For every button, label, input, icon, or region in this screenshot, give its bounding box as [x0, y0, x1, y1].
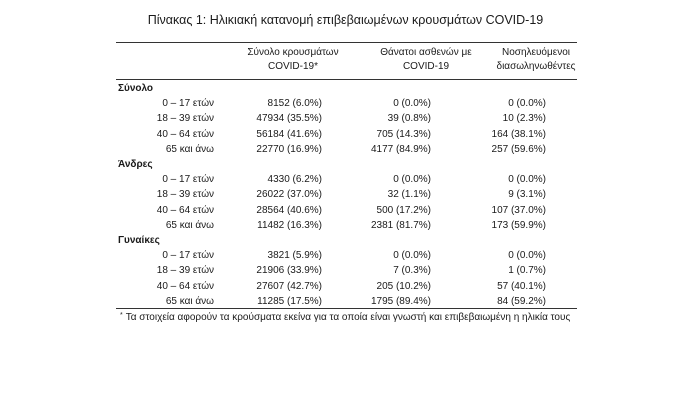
deaths-cell: 7 (0.3%)	[393, 265, 431, 277]
age-cell: 18 – 39 ετών	[156, 265, 214, 277]
age-cell: 40 – 64 ετών	[156, 280, 214, 292]
column-header-intubated	[466, 46, 606, 74]
table-row	[0, 218, 691, 234]
cases-cell: 4330 (6.2%)	[267, 174, 322, 186]
cases-cell: 56184 (41.6%)	[256, 128, 322, 140]
deaths-cell: 2381 (81.7%)	[370, 219, 431, 231]
deaths-cell: 205 (10.2%)	[376, 280, 431, 292]
deaths-cell: 4177 (84.9%)	[370, 143, 431, 155]
intubated-cell: 257 (59.6%)	[491, 143, 546, 155]
age-cell: 65 και άνω	[165, 143, 214, 155]
footnote	[120, 311, 570, 325]
cases-cell: 47934 (35.5%)	[256, 113, 322, 125]
cases-cell: 28564 (40.6%)	[256, 204, 322, 216]
age-cell: 0 – 17 ετών	[162, 250, 214, 262]
column-header-deaths-line1: Θάνατοι ασθενών με	[380, 47, 472, 58]
header-rule	[116, 79, 577, 80]
intubated-cell: 164 (38.1%)	[491, 128, 546, 140]
group-label: Σύνολο	[118, 83, 154, 94]
intubated-cell: 10 (2.3%)	[502, 113, 546, 125]
age-cell: 0 – 17 ετών	[162, 174, 214, 186]
group-row	[0, 81, 691, 97]
group-row	[0, 233, 691, 249]
footnote-text: Τα στοιχεία αφορούν τα κρούσματα εκείνα για τα οποία είναι γνωστή και επιβεβαιωμένη η ηλικία τους	[125, 312, 571, 323]
deaths-cell: 32 (1.1%)	[387, 189, 431, 201]
cases-cell: 11285 (17.5%)	[257, 295, 322, 307]
group-label: Γυναίκες	[118, 235, 160, 246]
cases-cell: 27607 (42.7%)	[256, 280, 322, 292]
cases-cell: 21906 (33.9%)	[256, 265, 322, 277]
intubated-cell: 84 (59.2%)	[497, 295, 546, 307]
age-cell: 65 και άνω	[165, 295, 214, 307]
column-header-deaths-line2: COVID-19	[402, 61, 450, 72]
column-header-intubated-line1: Νοσηλευόμενοι	[501, 47, 570, 58]
age-cell: 40 – 64 ετών	[156, 128, 214, 140]
column-header-cases	[218, 46, 368, 74]
intubated-cell: 0 (0.0%)	[508, 250, 546, 262]
intubated-cell: 107 (37.0%)	[491, 204, 546, 216]
group-row	[0, 157, 691, 173]
age-cell: 65 και άνω	[165, 219, 214, 231]
table-row	[0, 142, 691, 158]
table-row	[0, 111, 691, 127]
group-label: Άνδρες	[118, 159, 153, 170]
table-row	[0, 248, 691, 264]
intubated-cell: 9 (3.1%)	[508, 189, 546, 201]
table-row	[0, 127, 691, 143]
cases-cell: 3821 (5.9%)	[267, 250, 322, 262]
age-cell: 18 – 39 ετών	[156, 189, 214, 201]
table-row	[0, 279, 691, 295]
deaths-cell: 0 (0.0%)	[393, 98, 431, 110]
intubated-cell: 57 (40.1%)	[497, 280, 546, 292]
column-header-cases-line1: Σύνολο κρουσμάτων	[247, 47, 339, 58]
cases-cell: 22770 (16.9%)	[256, 143, 322, 155]
deaths-cell: 705 (14.3%)	[376, 128, 431, 140]
cases-cell: 11482 (16.3%)	[257, 219, 322, 231]
age-cell: 18 – 39 ετών	[156, 113, 214, 125]
deaths-cell: 0 (0.0%)	[393, 174, 431, 186]
table-row	[0, 172, 691, 188]
table-row	[0, 187, 691, 203]
intubated-cell: 0 (0.0%)	[508, 174, 546, 186]
intubated-cell: 0 (0.0%)	[508, 98, 546, 110]
column-header-cases-line2: COVID-19*	[267, 61, 318, 72]
cases-cell: 26022 (37.0%)	[256, 189, 322, 201]
intubated-cell: 173 (59.9%)	[491, 219, 546, 231]
deaths-cell: 1795 (89.4%)	[370, 295, 431, 307]
footnote-mark: *	[120, 312, 123, 319]
column-header-intubated-line2: διασωληνωθέντες	[496, 61, 576, 72]
top-rule	[116, 42, 577, 43]
deaths-cell: 0 (0.0%)	[393, 250, 431, 262]
table-row	[0, 203, 691, 219]
table-row	[0, 263, 691, 279]
table-title: Πίνακας 1: Ηλικιακή κατανομή επιβεβαιωμένων κρουσμάτων COVID-19	[147, 13, 544, 27]
bottom-rule	[116, 308, 577, 309]
deaths-cell: 500 (17.2%)	[376, 204, 431, 216]
cases-cell: 8152 (6.0%)	[267, 98, 322, 110]
age-cell: 40 – 64 ετών	[156, 204, 214, 216]
table-row	[0, 96, 691, 112]
deaths-cell: 39 (0.8%)	[387, 113, 431, 125]
age-cell: 0 – 17 ετών	[162, 98, 214, 110]
intubated-cell: 1 (0.7%)	[508, 265, 546, 277]
